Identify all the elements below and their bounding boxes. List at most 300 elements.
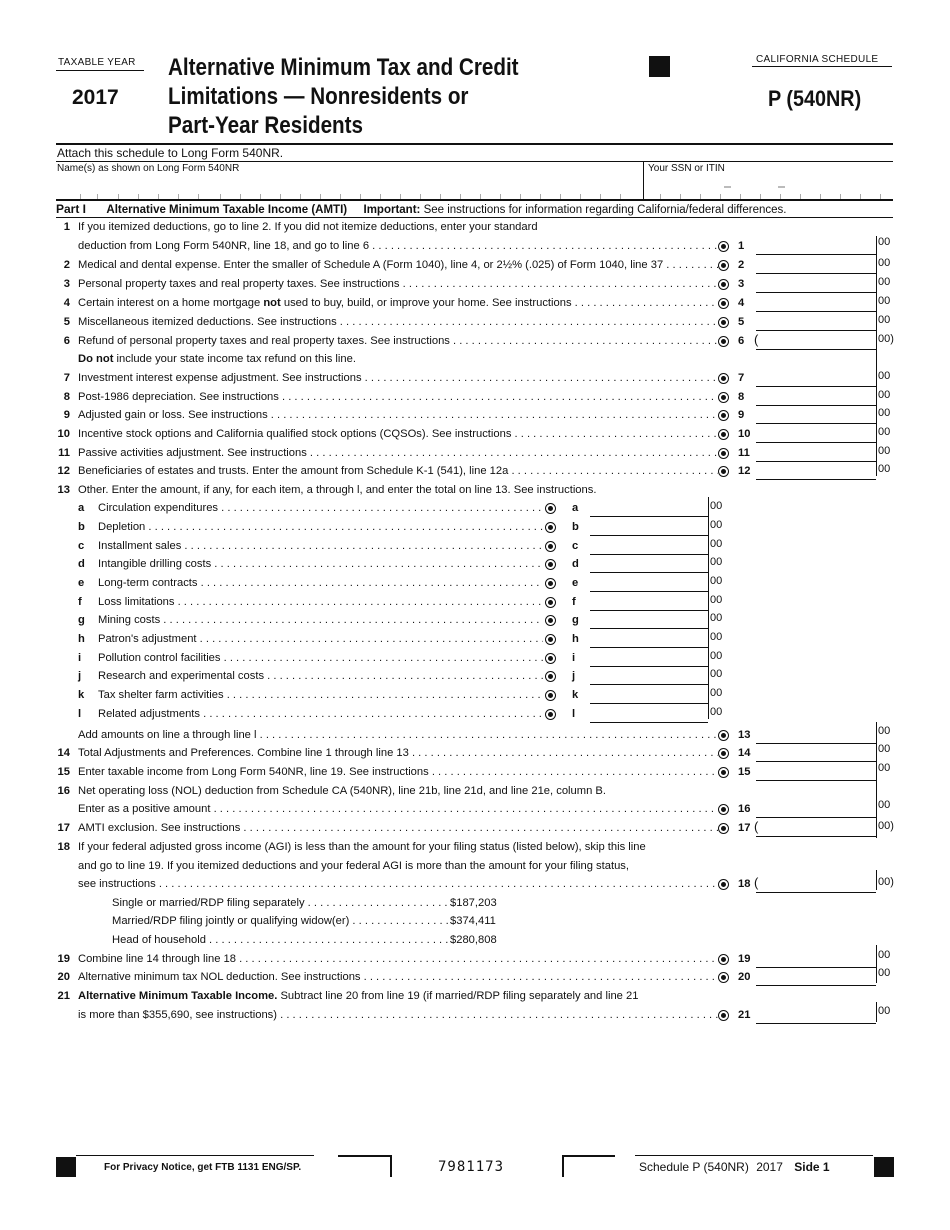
sub-amount-field[interactable] [590,628,708,629]
cents-value: 00 [710,594,723,606]
sub-letter: f [78,596,82,608]
label-text: If you itemized deductions, go to line 2. If you did not itemize deductions, enter your standard [78,221,538,233]
line-3 [0,275,950,294]
line-13l [0,705,950,724]
line-number: 10 [57,428,70,440]
label-text: Alternative minimum tax NOL deduction. See instructions . . . [78,971,718,983]
cents-value: 00 [878,295,891,307]
label-text: Enter as a positive amount . . . [78,803,718,815]
label-text: Tax shelter farm activities . . . [98,689,543,701]
form-title-line2: Limitations — Nonresidents or [168,83,469,110]
line-20 [0,968,950,987]
line-label [78,462,718,481]
label-text: Personal property taxes and real property taxes. See instructions . . . [78,278,718,290]
sub-ref-letter: d [572,558,579,570]
scan-mark-icon [718,429,729,440]
line-label [78,388,718,407]
cents-value: 00 [878,799,891,811]
privacy-notice: For Privacy Notice, get FTB 1131 ENG/SP. [104,1162,302,1173]
line-label [78,726,718,745]
sub-letter: b [78,521,85,533]
sub-label [98,555,543,574]
sub-label [98,499,543,518]
label-text: Medical and dental expense. Enter the smaller of Schedule A (Form 1040), line 4, or 2½% (.025) of Form 1040, line 37 . . . [78,259,718,271]
scan-mark-icon [545,634,556,645]
line-17 [0,819,950,838]
cents-value: 00 [878,463,891,475]
line-label [78,819,718,838]
line-ref-number: 21 [738,1009,751,1021]
line-text [0,987,950,1006]
form-title-line3: Part-Year Residents [168,112,364,139]
scan-mark-icon [718,972,729,983]
label-bold: not [263,297,281,309]
scan-mark-icon [718,298,729,309]
form-code: 7981173 [438,1159,505,1175]
sub-amount-field[interactable] [590,703,708,704]
scan-mark-icon [718,317,729,328]
line-13i [0,649,950,668]
part1-title: Alternative Minimum Taxable Income (AMTI) [106,204,348,216]
line-18 [0,875,950,894]
sub-amount-field[interactable] [590,572,708,573]
footer-mark-right [874,1157,894,1177]
scan-mark-icon [545,709,556,720]
schedule-number: P (540NR) [768,86,862,111]
line-number: 5 [63,316,70,328]
line-text [0,838,950,857]
filing-status-label-wrap [112,931,448,950]
negative-paren: ( [754,875,759,890]
schedule-label: CALIFORNIA SCHEDULE [756,54,879,65]
filing-status-row [0,894,950,913]
line-4 [0,294,950,313]
line-number: 19 [57,953,70,965]
sub-letter: g [78,614,85,626]
label-text: Pollution control facilities . . . [98,652,543,664]
cents-value: 00 [710,650,723,662]
label-text: used to buy, build, or improve your home. See instructions . . . [281,297,718,309]
scan-mark-icon [545,653,556,664]
line-6 [0,332,950,351]
line-number: 8 [63,391,70,403]
sub-letter: l [78,708,82,720]
line-number: 20 [57,971,70,983]
line-label [78,875,718,894]
line-ref-number: 11 [738,447,750,459]
scan-mark-icon [545,671,556,682]
sub-letter: c [78,540,85,552]
label-text: Mining costs . . . [98,614,543,626]
footer-schedule-name: Schedule P (540NR) [639,1160,749,1174]
cents-value: 00 [710,612,723,624]
sub-label [98,649,543,668]
line-13c [0,537,950,556]
line-13g [0,611,950,630]
scan-mark-icon [718,730,729,741]
line-number: 21 [57,990,70,1002]
scan-mark-icon [545,503,556,514]
ssn-label: Your SSN or ITIN [648,163,725,174]
sub-ref-letter: g [572,614,579,626]
amount-field[interactable] [756,479,876,480]
line-label [78,350,878,369]
name-label: Name(s) as shown on Long Form 540NR [57,163,240,174]
line-number: 14 [57,747,70,759]
line-19 [0,950,950,969]
amount-field[interactable] [756,442,876,443]
cents-value: 00 [878,426,891,438]
scan-mark-icon [545,690,556,701]
cents-value: 00 [878,276,891,288]
label-text: Post-1986 depreciation. See instructions . . . [78,391,718,403]
scan-mark-icon [718,410,729,421]
label-bold: Do not [78,353,114,365]
scan-mark-icon [718,804,729,815]
sub-label [98,667,543,686]
sub-ref-letter: j [572,670,576,682]
line-label [78,275,718,294]
amount-field[interactable] [756,330,876,331]
registration-mark [649,56,670,77]
filing-status-row [0,912,950,931]
scan-mark-icon [545,522,556,533]
filing-status-label-wrap [112,894,448,913]
line-ref-number: 2 [738,259,745,271]
label-text: include your state income tax refund on this line. [113,353,356,365]
line-ref-number: 17 [738,822,751,834]
line-10 [0,425,950,444]
label-text: Related adjustments . . . [98,708,543,720]
sub-label [98,630,543,649]
label-text: Add amounts on line a through line l . . . [78,729,718,741]
line-ref-number: 13 [738,729,751,741]
line-label [78,987,878,1006]
line-ref-number: 20 [738,971,751,983]
sub-ref-letter: b [572,521,579,533]
sub-ref-letter: h [572,633,579,645]
line-13j [0,667,950,686]
sub-letter: i [78,652,82,664]
line-ref-number: 19 [738,953,751,965]
cents-value: 00) [878,876,894,888]
line-label [78,1006,718,1025]
amount-field[interactable] [756,311,876,312]
scan-mark-icon [718,336,729,347]
cents-value: 00 [878,389,891,401]
line-number: 16 [57,785,70,797]
sub-amount-field[interactable] [590,591,708,592]
line-number: 15 [57,766,70,778]
scan-mark-icon [718,748,729,759]
cents-value: 00 [710,575,723,587]
amount-field[interactable] [756,254,876,255]
line-text [0,350,950,369]
cents-value: 00 [878,236,891,248]
filing-status-label-wrap [112,912,448,931]
line-number: 12 [57,465,70,477]
line-13 [0,726,950,745]
line-label [78,406,718,425]
line-number: 18 [57,841,70,853]
footer-year: 2017 [756,1160,783,1174]
cents-value: 00 [878,1005,891,1017]
label-text: Enter taxable income from Long Form 540NR, line 19. See instructions . . . [78,766,718,778]
line-ref-number: 5 [738,316,745,328]
sub-label [98,593,543,612]
cents-value: 00 [878,743,891,755]
line-label [78,838,878,857]
sub-ref-letter: a [572,502,579,514]
line-number: 7 [63,372,70,384]
line-label [78,968,718,987]
amount-field[interactable] [756,817,876,818]
name-field[interactable] [57,176,641,198]
line-2 [0,256,950,275]
amount-field[interactable] [756,892,876,893]
line-number: 9 [63,409,70,421]
sub-amount-field[interactable] [590,722,708,723]
cents-value: 00 [878,257,891,269]
filing-status-label: Married/RDP filing jointly or qualifying widow(er) . . . [112,915,448,927]
label-text: Research and experimental costs . . . [98,670,543,682]
line-13a [0,499,950,518]
line-label [78,481,878,500]
footer-schedule [639,1160,830,1174]
line-text [0,782,950,801]
line-ref-number: 7 [738,372,745,384]
scan-mark-icon [545,597,556,608]
amount-field[interactable] [756,1023,876,1024]
sub-letter: h [78,633,85,645]
line-ref-number: 15 [738,766,751,778]
label-text: Long-term contracts . . . [98,577,543,589]
form-title-line1: Alternative Minimum Tax and Credit [168,54,519,81]
scan-mark-icon [545,615,556,626]
label-text: Refund of personal property taxes and real property taxes. See instructions . . . [78,335,718,347]
filing-status-label: Head of household . . . [112,934,448,946]
line-13k [0,686,950,705]
sub-label [98,705,543,724]
cents-value: 00 [710,556,723,568]
label-text: Adjusted gain or loss. See instructions . . . [78,409,718,421]
line-label [78,332,718,351]
line-number: 4 [63,297,70,309]
label-text: Combine line 14 through line 18 . . . [78,953,718,965]
line-16 [0,800,950,819]
line-13h [0,630,950,649]
line-label [78,294,718,313]
line-text [0,218,950,237]
line-label [78,444,718,463]
label-text: see instructions . . . [78,878,718,890]
label-text: Passive activities adjustment. See instructions . . . [78,447,718,459]
line-13e [0,574,950,593]
label-text: deduction from Long Form 540NR, line 18, and go to line 6 . . . [78,240,718,252]
line-number: 2 [63,259,70,271]
attach-instruction: Attach this schedule to Long Form 540NR. [57,146,284,160]
label-text: Investment interest expense adjustment. See instructions . . . [78,372,718,384]
cents-value: 00 [878,762,891,774]
line-12 [0,462,950,481]
line-15 [0,763,950,782]
line-8 [0,388,950,407]
cents-value: 00 [878,445,891,457]
amount-field[interactable] [756,423,876,424]
line-7 [0,369,950,388]
scan-mark-icon [545,578,556,589]
cents-value: 00 [878,314,891,326]
label-text: Patron's adjustment . . . [98,633,543,645]
amount-field[interactable] [756,273,876,274]
line-11 [0,444,950,463]
line-14 [0,744,950,763]
cents-value: 00 [878,949,891,961]
sub-ref-letter: c [572,540,579,552]
line-ref-number: 9 [738,409,745,421]
negative-paren: ( [754,819,759,834]
part1-note: See instructions for information regarding California/federal differences. [423,204,787,216]
line-ref-number: 14 [738,747,751,759]
amount-field[interactable] [756,985,876,986]
cents-value: 00) [878,333,894,345]
label-text: Loss limitations . . . [98,596,543,608]
label-text: Net operating loss (NOL) deduction from Schedule CA (540NR), line 21b, line 21d, and line 21e, column B. [78,785,606,797]
filing-status-amount: $374,411 [450,915,496,927]
part1-heading [56,202,786,216]
ssn-field[interactable] [646,176,892,198]
cents-value: 00 [710,706,723,718]
line-number: 6 [63,335,70,347]
tax-year: 2017 [72,86,119,109]
sub-label [98,611,543,630]
line-ref-number: 10 [738,428,751,440]
label-text: If your federal adjusted gross income (AGI) is less than the amount for your filing status (listed below), skip this line [78,841,646,853]
sub-amount-field[interactable] [590,647,708,648]
sub-label [98,518,543,537]
scan-mark-icon [718,392,729,403]
cents-value: 00 [710,500,723,512]
label-bold: Alternative Minimum Taxable Income. [78,990,278,1002]
filing-status-amount: $187,203 [450,897,497,909]
scan-mark-icon [718,879,729,890]
scan-mark-icon [718,466,729,477]
line-label [78,369,718,388]
sub-ref-letter: k [572,689,579,701]
scan-mark-icon [718,373,729,384]
scan-mark-icon [718,279,729,290]
label-text: Subtract line 20 from line 19 (if married/RDP filing separately and line 21 [277,990,639,1002]
line-number: 11 [58,447,70,459]
label-text: Other. Enter the amount, if any, for each item, a through l, and enter the total on line 13. See instructions. [78,484,597,496]
sub-amount-field[interactable] [590,684,708,685]
amount-field[interactable] [756,761,876,762]
scan-mark-icon [718,260,729,271]
line-label [78,744,718,763]
line-ref-number: 16 [738,803,751,815]
line-13d [0,555,950,574]
line-text [0,481,950,500]
sub-letter: e [78,577,85,589]
sub-label [98,574,543,593]
line-21 [0,1006,950,1025]
label-text: Total Adjustments and Preferences. Combine line 1 through line 13 . . . [78,747,718,759]
cents-value: 00 [878,370,891,382]
line-ref-number: 3 [738,278,745,290]
amount-field[interactable] [756,780,876,781]
cents-value: 00 [878,407,891,419]
line-ref-number: 6 [738,335,745,347]
footer-mark-left [56,1157,76,1177]
line-label [78,763,718,782]
label-text: Incentive stock options and California qualified stock options (CQSOs). See instructions . . . [78,428,718,440]
taxable-year-label: TAXABLE YEAR [58,57,136,68]
line-13f [0,593,950,612]
line-number: 3 [63,278,70,290]
cents-value: 00 [878,725,891,737]
filing-status-amount: $280,808 [450,934,497,946]
label-pre: Certain interest on a home mortgage [78,297,264,309]
line-ref-number: 18 [738,878,751,890]
line-9 [0,406,950,425]
cents-value: 00 [710,538,723,550]
label-text: Depletion . . . [98,521,543,533]
filing-status-label: Single or married/RDP filing separately . . . [112,897,448,909]
amount-field[interactable] [756,292,876,293]
label-text: and go to line 19. If you itemized deductions and your federal AGI is more than the amount for your filing status, [78,860,629,872]
line-label [78,800,718,819]
line-label [78,313,718,332]
line-ref-number: 12 [738,465,751,477]
label-text: AMTI exclusion. See instructions . . . [78,822,718,834]
line-ref-number: 4 [738,297,745,309]
footer-side: Side 1 [794,1160,830,1174]
label-text: Beneficiaries of estates and trusts. Enter the amount from Schedule K-1 (541), line 12a . . . [78,465,718,477]
sub-letter: a [78,502,85,514]
line-label [78,256,718,275]
scan-mark-icon [718,241,729,252]
line-label [78,237,718,256]
line-label [78,950,718,969]
line-ref-number: 8 [738,391,745,403]
line-text [0,857,950,876]
cents-value: 00 [710,687,723,699]
sub-letter: j [78,670,82,682]
sub-ref-letter: l [572,708,576,720]
sub-letter: k [78,689,85,701]
amount-field[interactable] [756,386,876,387]
line-number: 13 [57,484,70,496]
line-5 [0,313,950,332]
sub-ref-letter: f [572,596,576,608]
scan-mark-icon [718,954,729,965]
scan-mark-icon [718,767,729,778]
line-1 [0,237,950,256]
cents-value: 00 [878,967,891,979]
scan-mark-icon [718,1010,729,1021]
sub-amount-field[interactable] [590,516,708,517]
line-number: 1 [63,221,70,233]
part1-label: Part I [56,202,87,216]
sub-label [98,537,543,556]
sub-amount-field[interactable] [590,535,708,536]
amount-field[interactable] [756,836,876,837]
cents-value: 00 [710,668,723,680]
scan-mark-icon [545,559,556,570]
label-text: Intangible drilling costs . . . [98,558,543,570]
label-text: Miscellaneous itemized deductions. See instructions . . . [78,316,718,328]
cents-value: 00 [710,631,723,643]
